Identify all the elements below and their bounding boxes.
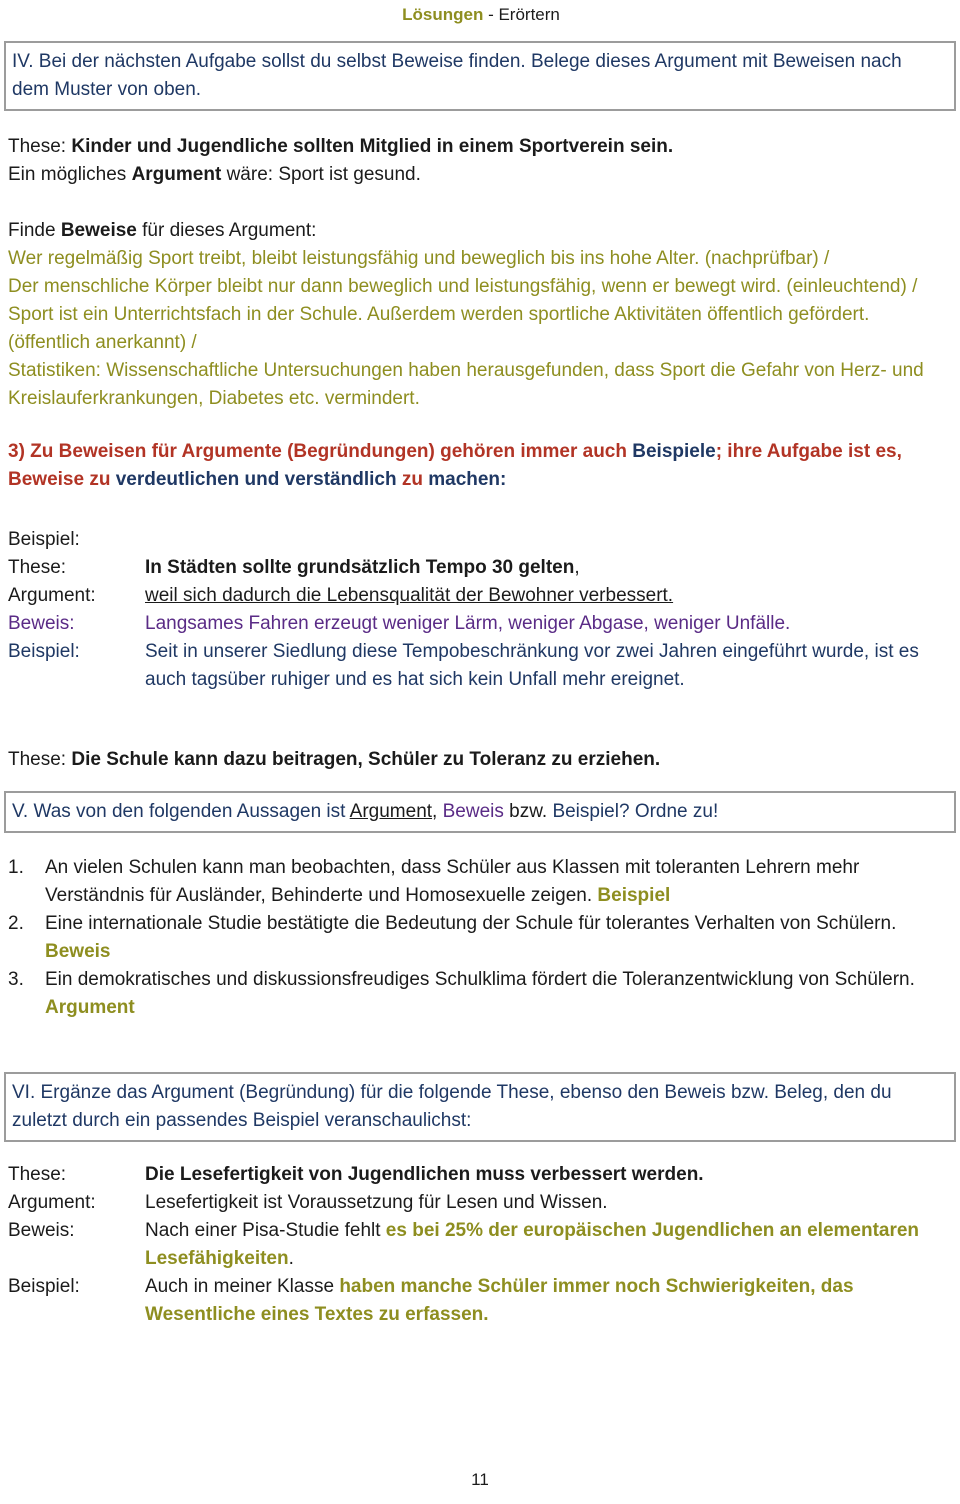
section-3-run: Beispiele [632,441,716,462]
section-3-line [8,466,954,494]
example-these-row [8,554,954,582]
exercise-v-run: Beispiel? Ordne zu! [552,801,719,822]
these-label: These: [8,749,72,770]
these-text: In Städten sollte grundsätzlich Tempo 30 gelten [145,557,575,578]
exercise-iv-line: dem Muster von oben. [12,79,202,100]
item-content [45,854,954,910]
section-3-run: 3) Zu Beweisen für Argumente (Begründungen) gehören immer auch [8,441,633,462]
page-header [8,5,954,25]
section-3-run: Beweise zu [8,469,116,490]
solution-line: Der menschliche Körper bleibt nur dann beweglich und leistungsfähig, wenn er bewegt wird. (einleuchtend) / [8,276,918,297]
beweise-solution-text [8,245,954,413]
item-answer: Argument [45,997,135,1018]
argument-pre: Ein mögliches [8,164,132,185]
section-3-line [8,438,954,466]
header-title-highlight: Lösungen [402,5,484,24]
beweis-content: Langsames Fahren erzeugt weniger Lärm, weniger Abgase, weniger Unfälle. [145,613,791,634]
section-3-run: ; ihre Aufgabe ist es, [715,441,902,462]
page-number: 11 [471,1470,489,1489]
exercise-v-list [8,854,954,1022]
argument-content: weil sich dadurch die Lebensqualität der Bewohner verbessert. [145,585,674,606]
exercise-v-run: , [432,801,443,822]
list-item [8,854,954,910]
header-title-rest: - Erörtern [483,5,560,24]
these-content [145,554,954,582]
beweis-tail: . [288,1248,294,1269]
exercise-iv-box [4,41,956,111]
finde-beweise-line [8,217,954,245]
item-content [45,910,954,966]
argument-keyword: Argument [131,164,222,185]
these-toleranz-line [8,746,954,774]
final-beispiel-row [8,1273,954,1329]
beweis-content [145,1217,954,1273]
example-argument-row [8,582,954,610]
beispiel-line [145,1273,954,1301]
solution-line: Wer regelmäßig Sport treibt, bleibt leistungsfähig und beweglich bis ins hohe Alter. (nachprüfbar) / [8,248,830,269]
these-text: Kinder und Jugendliche sollten Mitglied in einem Sportverein sein. [71,136,674,157]
solution-line: Kreislauferkrankungen, Diabetes etc. vermindert. [8,388,420,409]
beispiel-content [145,638,954,694]
list-item [8,910,954,966]
example-beispiel-row [8,638,954,694]
final-argument-row [8,1189,954,1217]
item-text-line: An vielen Schulen kann man beobachten, dass Schüler aus Klassen mit toleranten Lehrern mehr [45,857,860,878]
beweis-answer: es bei 25% der europäischen Jugendlichen an elementaren [385,1220,920,1241]
argument-label: Argument: [8,1192,96,1213]
item-answer: Beweis [45,941,111,962]
these-sport-line [8,133,954,161]
item-text: Verständnis für Ausländer, Behinderte und Homosexuelle zeigen. [45,885,598,906]
exercise-vi-line: VI. Ergänze das Argument (Begründung) für die folgende These, ebenso den Beweis bzw. Beleg, den du [12,1082,892,1103]
beispiel-answer: Wesentliche eines Textes zu erfassen. [145,1304,489,1325]
example-beweis-row [8,610,954,638]
exercise-v-run-argument: Argument [349,801,433,822]
list-item [8,966,954,1022]
argument-label: Argument: [8,585,96,606]
solution-line: (öffentlich anerkannt) / [8,332,197,353]
item-number: 3. [8,969,24,990]
these-label: These: [8,1164,67,1185]
example-intro-label: Beispiel: [8,529,80,550]
beweis-line [145,1217,954,1245]
beispiel-answer: haben manche Schüler immer noch Schwierigkeiten, das [339,1276,854,1297]
exercise-v-instruction [12,798,948,826]
solution-line: Statistiken: Wissenschaftliche Untersuchungen haben herausgefunden, dass Sport die Gefahr von Herz- und [8,360,924,381]
exercise-iv-line: IV. Bei der nächsten Aufgabe sollst du selbst Beweise finden. Belege dieses Argument mit Beweisen nach [12,51,902,72]
item-text-line: Ein demokratisches und diskussionsfreudiges Schulklima fördert die Toleranzentwicklung von Schülern. [45,969,915,990]
item-text-line [45,882,954,910]
exercise-v-run: V. Was von den folgenden Aussagen ist [12,801,350,822]
section-3-run: zu [401,469,429,490]
finde-post: für dieses Argument: [136,220,317,241]
these-tail: , [574,557,580,578]
exercise-v-run-beweis: Beweis [442,801,504,822]
beweis-pre: Nach einer Pisa-Studie fehlt [145,1220,386,1241]
beispiel-label: Beispiel: [8,1276,80,1297]
argument-post: wäre: Sport ist gesund. [221,164,421,185]
exercise-v-box [4,791,956,833]
exercise-vi-line: zuletzt durch ein passendes Beispiel veranschaulichst: [12,1110,472,1131]
beispiel-line: Seit in unserer Siedlung diese Tempobeschränkung vor zwei Jahren eingeführt wurde, ist es [145,641,919,662]
beispiel-content [145,1273,954,1329]
final-beweis-row [8,1217,954,1273]
beispiel-line: auch tagsüber ruhiger und es hat sich kein Unfall mehr ereignet. [145,669,685,690]
beweis-answer: Lesefähigkeiten [145,1248,289,1269]
exercise-v-run: bzw. [503,801,553,822]
item-answer: Beispiel [597,885,671,906]
example-block [8,526,954,694]
beispiel-label: Beispiel: [8,641,80,662]
argument-content: Lesefertigkeit ist Voraussetzung für Lesen und Wissen. [145,1192,608,1213]
beispiel-pre: Auch in meiner Klasse [145,1276,340,1297]
these-text: Die Schule kann dazu beitragen, Schüler zu Toleranz zu erziehen. [71,749,661,770]
beweis-label: Beweis: [8,613,75,634]
beweis-label: Beweis: [8,1220,75,1241]
section-3-run: machen: [428,469,507,490]
item-number: 1. [8,857,24,878]
argument-sport-line [8,161,954,189]
these-label: These: [8,557,67,578]
item-number: 2. [8,913,24,934]
item-text-line: Eine internationale Studie bestätigte die Bedeutung der Schule für tolerantes Verhalten von Schülern. [45,913,897,934]
these-content: Die Lesefertigkeit von Jugendlichen muss verbessert werden. [145,1164,704,1185]
final-solution-block [8,1161,954,1329]
final-these-row [8,1161,954,1189]
beweise-keyword: Beweise [60,220,137,241]
exercise-vi-box [4,1072,956,1142]
finde-pre: Finde [8,220,61,241]
beweis-line [145,1245,954,1273]
section-3-heading [8,438,954,494]
item-content [45,966,954,1022]
solution-line: Sport ist ein Unterrichtsfach in der Schule. Außerdem werden sportliche Aktivitäten öffentlich gefördert. [8,304,870,325]
these-label: These: [8,136,72,157]
section-3-run: verdeutlichen und verständlich [115,469,402,490]
